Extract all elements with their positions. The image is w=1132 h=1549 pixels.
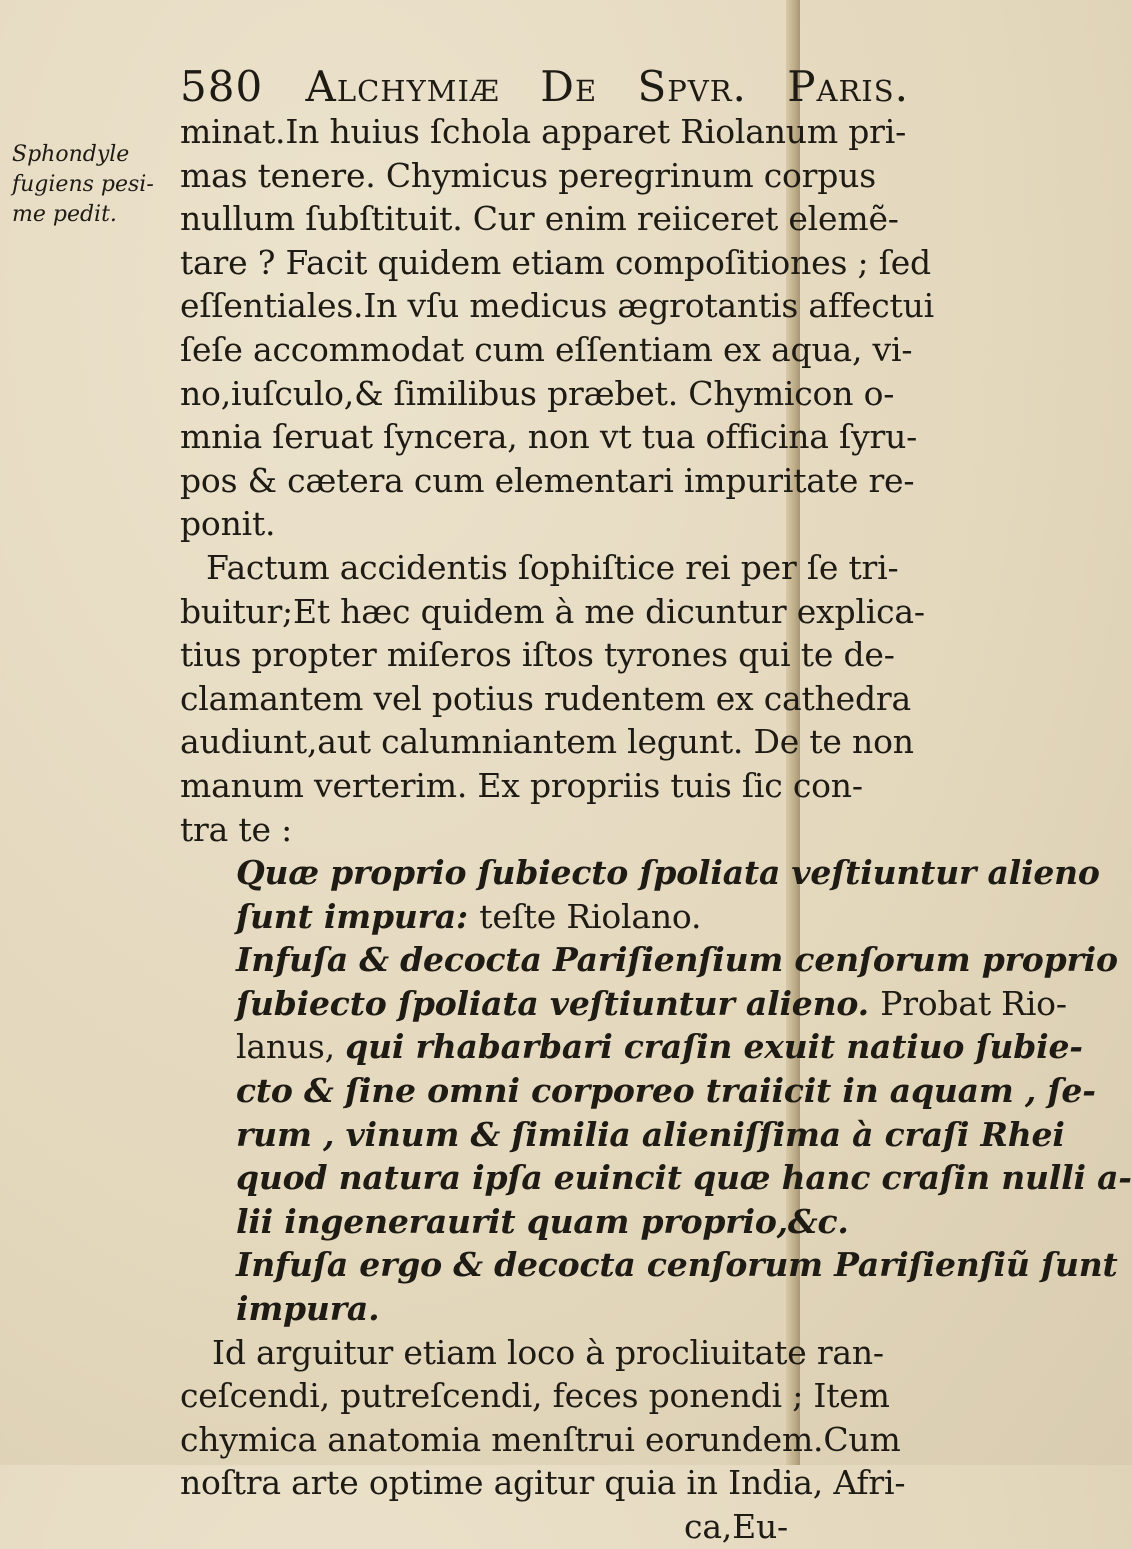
text-line: buitur;Et hæc quidem à me dicuntur explica-	[180, 591, 925, 631]
text-line: ponit.	[180, 504, 276, 544]
header-title-4: Paris.	[787, 62, 909, 111]
text-line	[180, 851, 1100, 895]
italic-quote-segment: lii ingeneraurit quam proprio,&c.	[236, 1201, 849, 1241]
text-line: eſſentiales.In vſu medicus ægrotantis affectui	[180, 286, 934, 326]
italic-quote-segment: rum , vinum & ſimilia alieniſſima à craſi Rhei	[236, 1114, 1065, 1154]
text-line: tra te :	[180, 809, 292, 849]
text-line: ca,Eu-	[684, 1507, 788, 1546]
italic-quote-segment: Quæ proprio ſubiecto ſpoliata veſtiuntur alieno	[236, 853, 1100, 893]
text-line: minat.In huius ſchola apparet Riolanum pri-	[180, 112, 907, 151]
roman-segment: Probat Rio-	[880, 983, 1067, 1023]
text-line	[180, 1113, 1065, 1157]
text-line	[180, 938, 1118, 982]
text-line: manum verterim. Ex propriis tuis ſic con-	[180, 765, 863, 805]
text-line	[180, 982, 1067, 1026]
text-line	[180, 1200, 849, 1244]
marginal-note-line: Sphondyle	[12, 142, 130, 167]
header-title-1: Alchymiæ	[305, 62, 500, 111]
italic-quote-segment: ſunt impura:	[236, 896, 480, 936]
header-title-2: De	[540, 62, 598, 111]
text-line	[180, 1156, 1132, 1200]
text-line: Factum accidentis ſophiſtice rei per ſe tri-	[206, 547, 899, 587]
text-line: nullum ſubſtituit. Cur enim reiiceret elemẽ-	[180, 199, 899, 239]
text-line: chymica anatomia menſtrui eorundem.Cum	[180, 1419, 901, 1459]
text-line	[180, 1025, 1083, 1069]
text-line: mnia ſeruat ſyncera, non vt tua officina ſyru-	[180, 417, 918, 457]
italic-quote-segment: qui rhabarbari craſin exuit natiuo ſubie-	[345, 1027, 1083, 1067]
text-line: no,iuſculo,& ſimilibus præbet. Chymicon o-	[180, 373, 895, 413]
italic-quote-segment: quod natura ipſa euincit quæ hanc craſin nulli a-	[236, 1158, 1132, 1198]
italic-quote-segment: Infuſa & decocta Pariſienſium cenſorum proprio	[236, 940, 1118, 980]
marginal-note-line: me pedit.	[12, 202, 117, 227]
roman-segment: teſte Riolano.	[479, 896, 702, 936]
italic-quote-segment: impura.	[236, 1289, 380, 1329]
text-line: clamantem vel potius rudentem ex cathedra	[180, 678, 911, 718]
text-line: tare ? Facit quidem etiam compoſitiones ; ſed	[180, 242, 931, 282]
text-line: Id arguitur etiam loco à procliuitate ran-	[212, 1332, 884, 1372]
text-line: ſeſe accommodat cum eſſentiam ex aqua, vi-	[180, 329, 913, 369]
text-line: audiunt,aut calumniantem legunt. De te non	[180, 722, 914, 762]
page-number: 580	[180, 62, 264, 111]
text-line	[180, 1243, 1118, 1287]
body-text	[180, 110, 1132, 1549]
italic-quote-segment: Infuſa ergo & decocta cenſorum Pariſienſiũ ſunt	[236, 1245, 1118, 1285]
italic-quote-segment: ſubiecto ſpoliata veſtiuntur alieno.	[236, 983, 881, 1023]
marginal-note-line: fugiens pesi-	[12, 172, 154, 197]
text-line: mas tenere. Chymicus peregrinum corpus	[180, 155, 876, 195]
text-line: ceſcendi, putreſcendi, feces ponendi ; Item	[180, 1376, 890, 1416]
text-line: pos & cætera cum elementari impuritate re-	[180, 460, 915, 500]
roman-segment: lanus,	[236, 1027, 346, 1067]
italic-quote-segment: cto & ſine omni corporeo traiicit in aquam , ſe-	[236, 1071, 1096, 1111]
header-title-3: Spvr.	[637, 62, 747, 111]
text-line: tius propter miſeros iſtos tyrones qui te de-	[180, 635, 895, 675]
text-line: noſtra arte optime agitur quia in India, Afri-	[180, 1463, 906, 1503]
text-line	[180, 895, 798, 939]
marginal-note	[12, 140, 182, 230]
text-line	[180, 1287, 798, 1331]
text-line	[180, 1069, 1096, 1113]
